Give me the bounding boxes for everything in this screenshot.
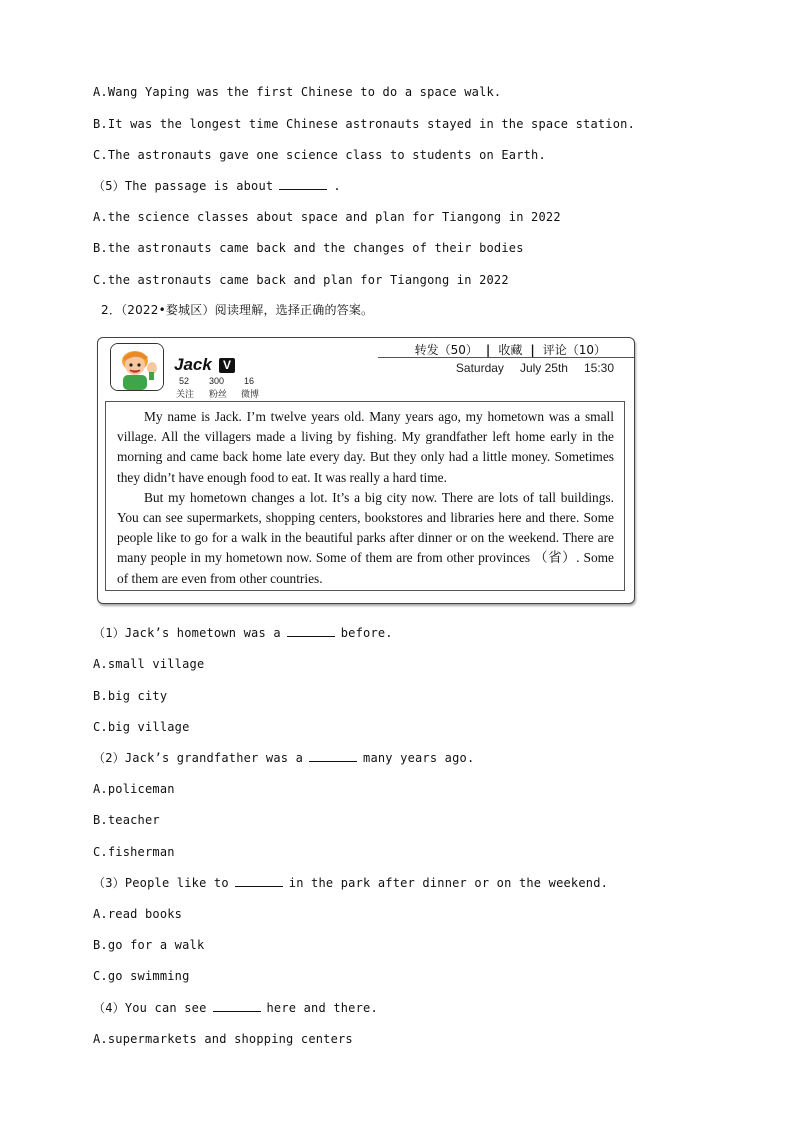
question-stem-end: before. — [340, 626, 393, 640]
post-datetime — [456, 361, 614, 375]
question-stem: （5）The passage is about — [93, 179, 274, 193]
option-a: A.the science classes about space and plan for Tiangong in 2022 — [93, 210, 561, 224]
post-header — [98, 338, 634, 398]
answer-blank — [287, 625, 335, 637]
divider: | — [485, 342, 491, 357]
stat-following-label[interactable]: 关注 — [176, 389, 195, 399]
answer-blank — [213, 1000, 261, 1012]
post-day: Saturday — [455, 361, 504, 375]
post-body — [105, 401, 625, 591]
question-stem-end: many years ago. — [363, 751, 475, 765]
answer-blank — [309, 750, 357, 762]
post-actions — [407, 341, 614, 358]
option-c: C.big village — [93, 720, 190, 734]
question-4 — [93, 1000, 378, 1016]
question-stem-end: in the park after dinner or on the weekend. — [288, 876, 609, 890]
question-stem: （2）Jack’s grandfather was a — [93, 751, 304, 765]
question-stem: （4）You can see — [93, 1001, 207, 1015]
question-stem-end: . — [333, 179, 341, 193]
question-stem: （3）People like to — [93, 876, 229, 890]
option-b: B.teacher — [93, 813, 160, 827]
weibo-post-card — [97, 337, 635, 604]
option-c: C.the astronauts came back and plan for Tiangong in 2022 — [93, 273, 509, 287]
repost-button[interactable]: 转发（50） — [414, 343, 478, 357]
option-b: B.It was the longest time Chinese astronauts stayed in the space station. — [93, 117, 635, 131]
favorite-button[interactable]: 收藏 — [498, 343, 523, 357]
option-c: C.The astronauts gave one science class to students on Earth. — [93, 148, 546, 162]
avatar — [110, 343, 164, 391]
option-a: A.small village — [93, 657, 205, 671]
boy-avatar-icon — [111, 344, 163, 390]
option-a: A.supermarkets and shopping centers — [93, 1032, 353, 1046]
verified-badge: V — [219, 358, 235, 373]
stat-posts-label[interactable]: 微博 — [241, 389, 260, 399]
question-3 — [93, 875, 608, 891]
option-b: B.big city — [93, 689, 168, 703]
stat-posts-count: 16 — [244, 376, 255, 386]
answer-blank — [235, 875, 283, 887]
comment-button[interactable]: 评论（10） — [542, 343, 606, 357]
option-a: A.read books — [93, 907, 183, 921]
header-rule — [378, 357, 634, 358]
option-b: B.the astronauts came back and the changes of their bodies — [93, 241, 524, 255]
stat-following-count: 52 — [179, 376, 190, 386]
stat-followers-count: 300 — [209, 376, 225, 386]
divider: | — [530, 342, 535, 357]
user-name[interactable]: Jack — [174, 355, 212, 374]
question-2 — [93, 750, 474, 766]
post-date: July 25th — [519, 361, 568, 375]
post-time: 15:30 — [583, 361, 614, 375]
question-1 — [93, 625, 393, 641]
answer-blank — [279, 178, 327, 190]
post-paragraph: But my hometown changes a lot. It’s a big city now. There are lots of tall buildings. You can see supermarkets, shopping centers, bookstores and libraries here and there. Some people like to go for a walk in the beautiful parks after dinner or on the weekend. There are many people in my hometown now. Some of them are from other provinces （省）. Some of them are even from other countries. — [117, 489, 614, 586]
option-a: A.Wang Yaping was the first Chinese to do a space walk. — [93, 85, 502, 99]
question-stem: （1）Jack’s hometown was a — [93, 626, 281, 640]
post-paragraph: My name is Jack. I’m twelve years old. Many years ago, my hometown was a small village. All the villagers made a living by fishing. My grandfather left home early in the morning and came back home late every day. But they only had a little money. Sometimes they didn’t have enough food to eat. It was really a hard time. — [117, 409, 614, 485]
stat-followers-label[interactable]: 粉丝 — [209, 389, 228, 399]
option-c: C.fisherman — [93, 845, 175, 859]
question-5 — [93, 178, 341, 194]
option-c: C.go swimming — [93, 969, 190, 983]
option-b: B.go for a walk — [93, 938, 205, 952]
question-stem-end: here and there. — [266, 1001, 378, 1015]
option-a: A.policeman — [93, 782, 175, 796]
section-title: 2．（2022•婺城区）阅读理解，选择正确的答案。 — [101, 303, 374, 317]
